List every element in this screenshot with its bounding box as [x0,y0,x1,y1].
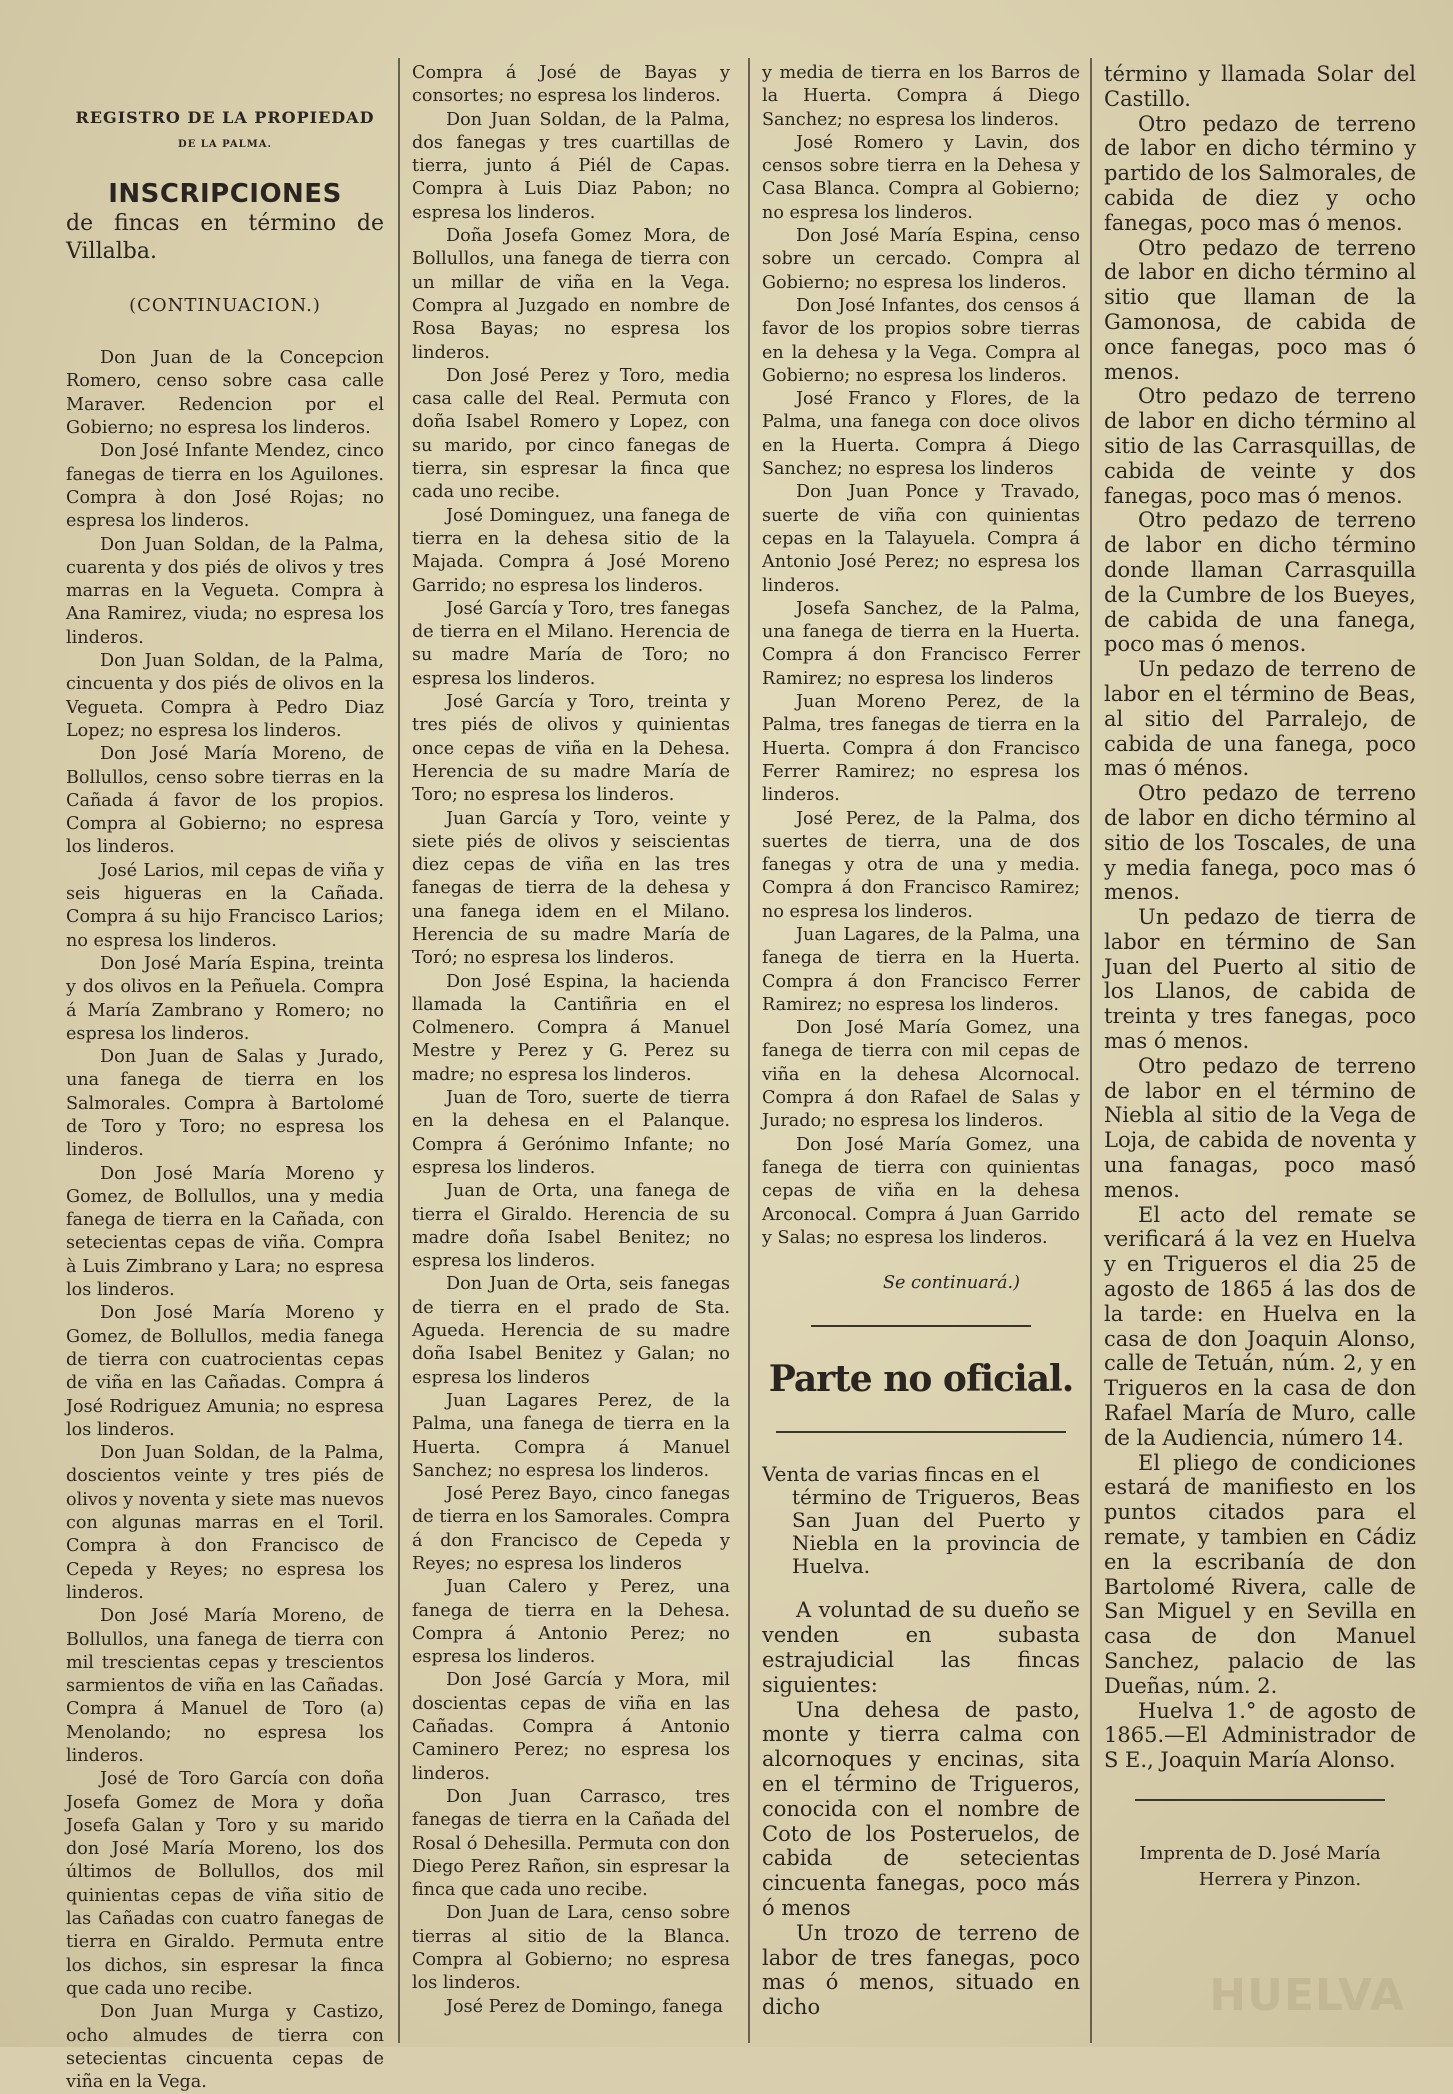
divider [776,1431,1066,1433]
entry-paragraph: Don José María Gomez, una fanega de tierra con mil cepas de viña en la dehesa Alcornocal. Compra á don Rafael de Salas y Jurado; no espresa los linderos. [762,1018,1080,1132]
entry-paragraph: Don José María Moreno y Gomez, de Bollullos, media fanega de tierra con cuatrocientas cepas de viña en las Cañadas. Compra á José Rodriguez Amunia; no espresa los linderos. [66,1303,384,1440]
parte-no-oficial-heading: Parte no oficial. [768,1358,1074,1401]
column-1 [66,62,384,2093]
entry-paragraph: Don José Infante Mendez, cinco fanegas de tierra en los Aguilones. Compra à don José Rojas; no espresa los linderos. [66,441,384,532]
sale-paragraph: Una dehesa de pasto, monte y tierra calma con alcornoques y encinas, sita en el término de Trigueros, conocida con el nombre de Coto de los Posteruelos, de cabida de setecientas cincuenta fanegas, poco más ó menos [762,1697,1080,1920]
entry-paragraph: José Larios, mil cepas de viña y seis higueras en la Cañada. Compra á su hijo Francisco Larios; no espresa los linderos. [66,860,384,951]
continuara-note: Se continuará.) [882,1273,1020,1294]
entry-paragraph: Don Juan de Salas y Jurado, una fanega de tierra en los Salmorales. Compra à Bartolomé de Toro y Toro; no espresa los linderos. [66,1047,384,1161]
signature-paragraph: Huelva 1.° de agosto de 1865.—El Administrador de S E., Joaquin María Alonso. [1104,1698,1416,1773]
section-subheader: DE LA PALMA. [178,139,272,151]
entry-paragraph: Don Juan de la Concepcion Romero, censo sobre casa calle Maraver. Redencion por el Gobierno; no espresa los linderos. [66,348,384,439]
entry-paragraph: Don Juan de Orta, seis fanegas de tierra en el prado de Sta. Agueda. Herencia de su madre doña Isabel Benitez y Galan; no espresa los linderos [412,1274,730,1388]
entry-paragraph: Juan Moreno Perez, de la Palma, tres fanegas de tierra en la Huerta. Compra á don Francisco Ferrer Ramirez; no espresa los linderos. [762,692,1080,806]
printer-line-2: Herrera y Pinzon. [1198,1868,1362,1890]
entry-paragraph: Don Juan Soldan, de la Palma, doscientos veinte y tres piés de olivos y noventa y siete mas nuevos con algunas marras en el Toril. Compra à don Francisco de Cepeda y Reyes; no espresa los linderos. [66,1443,384,1603]
venta-heading-line1: Venta de varias fincas en el [762,1462,1040,1487]
sale-paragraph: Otro pedazo de terreno de labor en dicho término al sitio de las Carrasquillas, de cabida de veinte y dos fanegas, poco mas ó menos. [1104,384,1416,508]
entry-paragraph: José García y Toro, treinta y tres piés de olivos y quinientas once cepas de viña en la Dehesa. Herencia de su madre María de Toro; no espresa los linderos. [412,692,730,806]
inscripciones-heading: INSCRIPCIONES [108,178,342,209]
sale-paragraph: Otro pedazo de terreno de labor en dicho término al sitio de los Toscales, de una y media fanega, poco mas ó menos. [1104,781,1416,905]
sale-paragraph: Un pedazo de tierra de labor en término de San Juan del Puerto al sitio de los Llanos, de cabida de treinta y tres fanegas, poco mas ó menos. [1104,905,1416,1054]
column-4 [1104,62,1416,2027]
entry-paragraph: José de Toro García con doña Josefa Gomez de Mora y doña Josefa Galan y Toro y su marido don José María Moreno, los dos últimos de Bollullos, dos mil quinientas cepas de viña sitio de las Cañadas con cuatro fanegas de tierra en Giraldo. Permuta entre los dichos, sin espresar la finca que cada uno recibe. [66,1769,384,1999]
divider [1135,1799,1385,1801]
sale-paragraph: Un pedazo de terreno de labor en el término de Beas, al sitio del Parralejo, de cabida de una fanega, poco mas ó ménos. [1104,657,1416,781]
printer-line-1: Imprenta de D. José María [1139,1842,1381,1864]
entry-paragraph: Juan de Orta, una fanega de tierra el Giraldo. Herencia de su madre doña Isabel Benitez; no espresa los linderos. [412,1181,730,1272]
entry-paragraph: José Perez, de la Palma, dos suertes de tierra, una de dos fanegas y otra de una y media. Compra á don Francisco Ramirez; no espresa los linderos. [762,808,1080,922]
entry-paragraph: Don José María Gomez, una fanega de tierra con quinientas cepas de viña en la dehesa Arconocal. Compra á Juan Garrido y Salas; no espresa los linderos. [762,1134,1080,1248]
fincas-subheading: de fincas en término de Villalba. [66,210,384,264]
entry-paragraph: Don Juan Soldan, de la Palma, dos fanegas y tres cuartillas de tierra, junto á Piél de Capas. Compra à Luis Diaz Pabon; no espresa los linderos. [412,109,730,223]
entry-paragraph: Don Juan Soldan, de la Palma, cuarenta y dos piés de olivos y tres marras en la Vegueta. Compra à Ana Ramirez, viuda; no espresa los linderos. [66,534,384,648]
entry-paragraph: Juan García y Toro, veinte y siete piés de olivos y seiscientas diez cepas de viña en las tres fanegas de tierra de la dehesa y una fanega idem en el Milano. Herencia de su madre María de Toró; no espresa los linderos. [412,808,730,969]
entry-paragraph: Don José Perez y Toro, media casa calle del Real. Permuta con doña Isabel Romero y Lopez, con su marido, por cinco fanegas de tierra, sin espresar la finca que cada uno recibe. [412,365,730,503]
entry-paragraph: José Perez de Domingo, fanega [446,1996,723,2017]
entry-paragraph: Don Juan Carrasco, tres fanegas de tierra en la Cañada del Rosal ó Dehesilla. Permuta con don Diego Perez Rañon, sin espresar la finca que cada uno recibe. [412,1786,730,1901]
sale-paragraph: Otro pedazo de terreno de labor en dicho término al sitio que llaman de la Gamonosa, de cabida de once fanegas, poco mas ó menos. [1104,235,1416,384]
entry-paragraph: Don José María Espina, treinta y dos olivos en la Peñuela. Compra á María Zambrano y Romero; no espresa los linderos. [66,953,384,1044]
entry-paragraph: Don José María Moreno y Gomez, de Bollullos, una y media fanega de tierra en la Cañada, con setecientas cepas de viña. Compra à Luis Zimbrano y Lara; no espresa los linderos. [66,1163,384,1301]
entry-paragraph: Don José Espina, la hacienda llamada la Cantiñria en el Colmenero. Compra á Manuel Mestre y Perez y G. Perez su madre; no espresa los linderos. [412,971,730,1085]
venta-heading [762,1463,1080,1578]
entry-paragraph: Don Juan Murga y Castizo, ocho almudes de tierra con setecientas cincuenta cepas de viña en la Vega. [66,2002,384,2093]
archive-watermark: HUELVA [1209,1970,1405,2021]
entry-paragraph: José García y Toro, tres fanegas de tierra en el Milano. Herencia de su madre María de Toro; no espresa los linderos. [412,598,730,689]
entry-paragraph: Don José García y Mora, mil doscientas cepas de viña en las Cañadas. Compra á Antonio Caminero Perez; no espresa los linderos. [412,1670,730,1784]
sale-paragraph: A voluntad de su dueño se venden en subasta estrajudicial las fincas siguientes: [762,1598,1080,1697]
venta-heading-rest: término de Trigueros, Beas San Juan del Puerto y Niebla en la provincia de Huelva. [792,1485,1080,1579]
entry-paragraph: Don Juan Ponce y Travado, suerte de viña con quinientas cepas en la Talayuela. Compra á Antonio José Perez; no espresa los linderos. [762,482,1080,596]
continuacion-label: (CONTINUACION.) [129,294,321,316]
sale-paragraph: El acto del remate se verificará á la vez en Huelva y en Trigueros el dia 25 de agosto de 1865 á las dos de la tarde: en Huelva en la casa de don Joaquin Alonso, calle de Tetuán, núm. 2, y en Trigueros en la casa de don Rafael María de Muro, calle de la Audiencia, número 14. [1104,1202,1416,1450]
entry-paragraph: Juan Calero y Perez, una fanega de tierra en la Dehesa. Compra á Antonio Perez; no espresa los linderos. [412,1577,730,1668]
entry-paragraph: José Romero y Lavin, dos censos sobre tierra en la Dehesa y Casa Blanca. Compra al Gobierno; no espresa los linderos. [762,132,1080,223]
sale-paragraph: Un trozo de terreno de labor de tres fanegas, poco mas ó menos, situado en dicho [762,1920,1080,2020]
printer-imprint [1104,1841,1416,1893]
entry-paragraph: Doña Josefa Gomez Mora, de Bollullos, una fanega de tierra con un millar de viña en la Vega. Compra al Juzgado en nombre de Rosa Bayas; no espresa los linderos. [412,226,730,363]
entry-paragraph: Don José Infantes, dos censos á favor de los propios sobre tierras en la dehesa y la Vega. Compra al Gobierno; no espresa los linderos. [762,295,1080,386]
sale-paragraph: El pliego de condiciones estará de manifiesto en los puntos citados para el remate, y tambien en Cádiz en la escribanía de don Bartolomé Rivera, calle de San Miguel y en Sevilla en casa de don Manuel Sanchez, palacio de las Dueñas, núm. 2. [1104,1450,1416,1698]
entry-paragraph: Don José María Moreno, de Bollullos, censo sobre tierras en la Cañada á favor de los propios. Compra al Gobierno; no espresa los linderos. [66,744,384,858]
column-rule [748,58,750,2043]
sale-paragraph: Otro pedazo de terreno de labor en el término de Niebla al sitio de la Vega de Loja, de cabida de noventa y una fanagas, poco masó menos. [1104,1053,1416,1202]
section-header: REGISTRO DE LA PROPIEDAD [75,108,375,127]
sale-paragraph: término y llamada Solar del Castillo. [1104,62,1416,111]
entry-paragraph: Compra á José de Bayas y consortes; no espresa los linderos. [412,63,730,107]
entry-paragraph: Don José María Moreno, de Bollullos, una fanega de tierra con mil trescientas cepas y trescientos sarmientos de viña en las Cañadas. Compra á Manuel de Toro (a) Menolando; no espresa los linderos. [66,1606,384,1766]
entry-paragraph: José Perez Bayo, cinco fanegas de tierra en los Samorales. Compra á don Francisco de Cepeda y Reyes; no espresa los linderos [412,1484,730,1574]
entry-paragraph: y media de tierra en los Barros de la Huerta. Compra á Diego Sanchez; no espresa los linderos. [762,63,1080,130]
entry-paragraph: José Dominguez, una fanega de tierra en la dehesa sitio de la Majada. Compra á José Moreno Garrido; no espresa los linderos. [412,505,730,596]
entry-paragraph: Don Juan Soldan, de la Palma, cincuenta y dos piés de olivos en la Vegueta. Compra à Pedro Diaz Lopez; no espresa los linderos. [66,651,384,741]
entry-paragraph: Juan Lagares, de la Palma, una fanega de tierra en la Huerta. Compra á don Francisco Ferrer Ramirez; no espresa los linderos. [762,924,1080,1015]
column-2 [412,62,730,2027]
entry-paragraph: Juan de Toro, suerte de tierra en la dehesa en el Palanque. Compra á Gerónimo Infante; no espresa los linderos. [412,1088,730,1178]
divider [811,1325,1031,1327]
column-rule [398,58,400,2043]
entry-paragraph: Don José María Espina, censo sobre un cercado. Compra al Gobierno; no espresa los linderos. [762,226,1080,293]
column-rule [1090,58,1092,2043]
sale-paragraph: Otro pedazo de terreno de labor en dicho término donde llaman Carrasquilla de la Cumbre de los Bueyes, de cabida de una fanega, poco mas ó menos. [1104,508,1416,657]
entry-paragraph: Josefa Sanchez, de la Palma, una fanega de tierra en la Huerta. Compra á don Francisco Ferrer Ramirez; no espresa los linderos [762,598,1080,689]
column-3 [762,62,1080,2027]
entry-paragraph: Don Juan de Lara, censo sobre tierras al sitio de la Blanca. Compra al Gobierno; no espresa los linderos. [412,1903,730,1994]
entry-paragraph: Juan Lagares Perez, de la Palma, una fanega de tierra en la Huerta. Compra á Manuel Sanchez; no espresa los linderos. [412,1390,730,1481]
sale-paragraph: Otro pedazo de terreno de labor en dicho término y partido de los Salmorales, de cabida de diez y ocho fanegas, poco mas ó menos. [1104,111,1416,235]
entry-paragraph: José Franco y Flores, de la Palma, una fanega con doce olivos en la Huerta. Compra á Diego Sanchez; no espresa los linderos [762,389,1080,480]
